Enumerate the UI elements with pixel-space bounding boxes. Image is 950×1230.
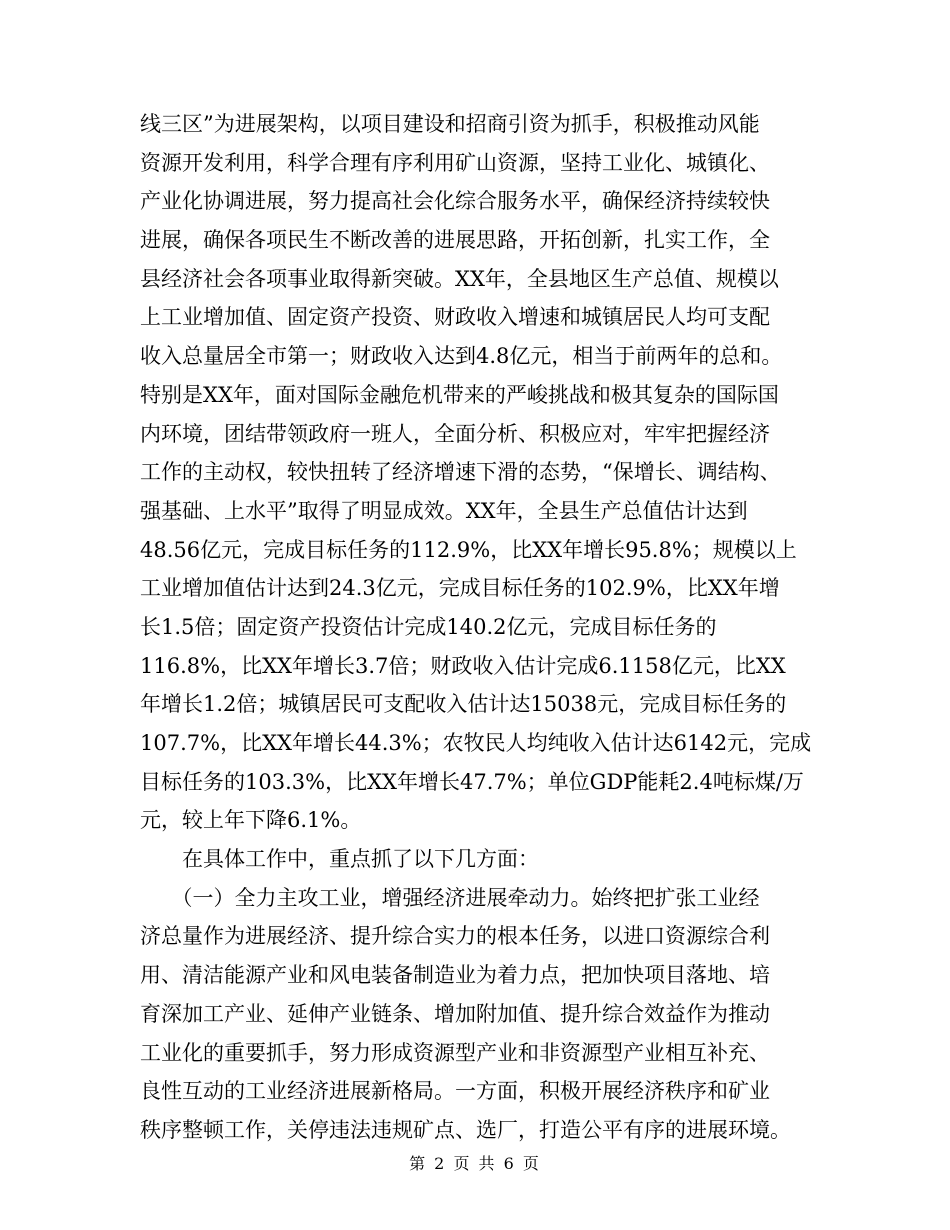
section-heading-line: （一）全力主攻工业，增强经济进展牵动力。始终把扩张工业经	[140, 885, 760, 910]
paragraph-intro-line: 在具体工作中，重点抓了以下几方面：	[140, 847, 539, 872]
text-line: 内环境，团结带领政府一班人，全面分析、积极应对，牢牢把握经济	[140, 421, 770, 446]
document-body	[140, 105, 820, 1150]
text-line: 元，较上年下降6.1%。	[140, 808, 362, 833]
text-line: 县经济社会各项事业取得新突破。XX年，全县地区生产总值、规模以	[140, 266, 779, 291]
text-line: 工业化的重要抓手，努力形成资源型产业和非资源型产业相互补充、	[140, 1040, 770, 1065]
text-line: 线三区”为进展架构，以项目建设和招商引资为抓手，积极推动风能	[140, 112, 760, 136]
text-line: 工业增加值估计达到24.3亿元，完成目标任务的102.9%，比XX年增	[140, 576, 780, 601]
text-line: 秩序整顿工作，关停违法违规矿点、选厂，打造公平有序的进展环境。	[140, 1117, 791, 1142]
text-line: 年增长1.2倍；城镇居民可支配收入估计达15038元，完成目标任务的	[140, 692, 787, 717]
text-line: 特别是XX年，面对国际金融危机带来的严峻挑战和极其复杂的国际国	[140, 382, 779, 407]
text-line: 长1.5倍；固定资产投资估计完成140.2亿元，完成目标任务的	[140, 614, 717, 639]
text-line: 目标任务的103.3%，比XX年增长47.7%；单位GDP能耗2.4吨标煤/万	[140, 769, 804, 794]
text-line: 强基础、上水平”取得了明显成效。XX年，全县生产总值估计达到	[140, 498, 748, 523]
text-line: 116.8%，比XX年增长3.7倍；财政收入估计完成6.1158亿元，比XX	[140, 653, 786, 678]
text-line: 48.56亿元，完成目标任务的112.9%，比XX年增长95.8%；规模以上	[140, 537, 797, 562]
text-line: 良性互动的工业经济进展新格局。一方面，积极开展经济秩序和矿业	[140, 1079, 770, 1104]
text-line: 产业化协调进展，努力提高社会化综合服务水平，确保经济持续较快	[140, 189, 770, 214]
page-number-footer: 第 2 页 共 6 页	[409, 1154, 541, 1173]
text-line: 育深加工产业、延伸产业链条、增加附加值、提升综合效益作为推动	[140, 1001, 770, 1026]
text-line: 进展，确保各项民生不断改善的进展思路，开拓创新，扎实工作，全	[140, 228, 770, 253]
text-line: 济总量作为进展经济、提升综合实力的根本任务，以进口资源综合利	[140, 924, 770, 949]
text-line: 用、清洁能源产业和风电装备制造业为着力点，把加快项目落地、培	[140, 963, 770, 988]
text-line: 107.7%，比XX年增长44.3%；农牧民人均纯收入估计达6142元，完成	[140, 731, 812, 755]
text-line: 资源开发利用，科学合理有序利用矿山资源，坚持工业化、城镇化、	[140, 150, 770, 175]
text-line: 收入总量居全市第一；财政收入达到4.8亿元，相当于前两年的总和。	[140, 344, 783, 369]
text-line: 工作的主动权，较快扭转了经济增速下滑的态势，“保增长、调结构、	[140, 460, 781, 485]
text-line: 上工业增加值、固定资产投资、财政收入增速和城镇居民人均可支配	[140, 305, 770, 330]
